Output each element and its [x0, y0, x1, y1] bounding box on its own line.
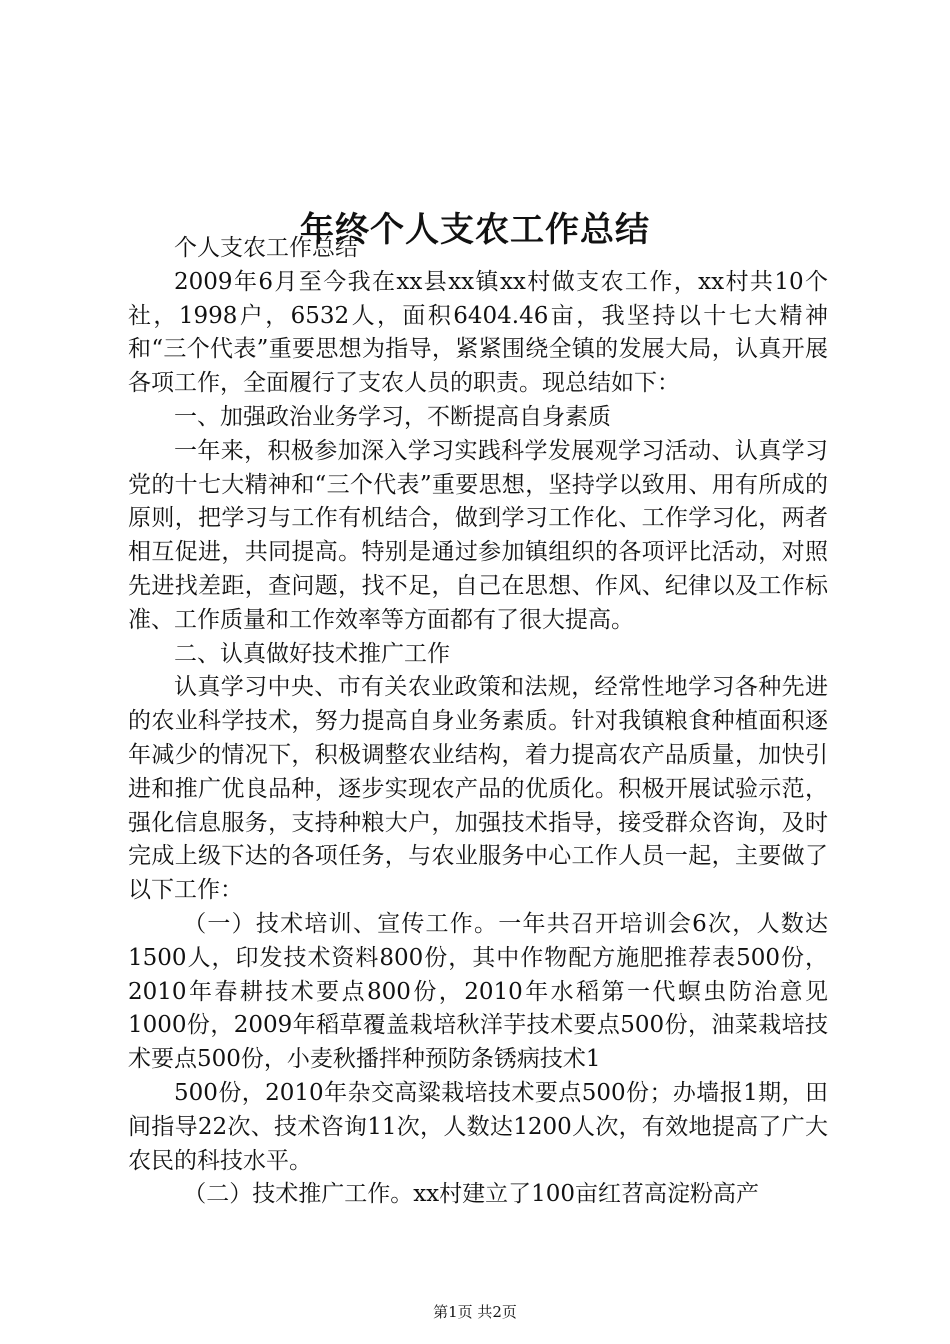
subsection-1-continued-paragraph: 500份，2010年杂交高粱栽培技术要点500份；办墙报1期，田间指导22次、技术咨询11次，人数达1200人次，有效地提高了广大农民的科技水平。	[128, 1079, 828, 1174]
section-heading-1: 一、加强政治业务学习，不断提高自身素质	[174, 403, 611, 430]
intro-paragraph: 2009年6月至今我在xx县xx镇xx村做支农工作，xx村共10个社，1998户，6532人，面积6404.46亩，我坚持以十七大精神和“三个代表”重要思想为指导，紧紧围绕全镇的发展大局，认真开展各项工作，全面履行了支农人员的职责。现总结如下：	[128, 268, 828, 397]
section-heading-2: 二、认真做好技术推广工作	[174, 640, 450, 667]
subsection-1-paragraph: （一）技术培训、宣传工作。一年共召开培训会6次，人数达1500人，印发技术资料800份，其中作物配方施肥推荐表500份，2010年春耕技术要点800份，2010年水稻第一代螟虫防治意见1000份，2009年稻草覆盖栽培秋洋芋技术要点500份，油菜栽培技术要点500份，小麦秋播拌种预防条锈病技术1	[128, 910, 828, 1073]
subsection-2-paragraph: （二）技术推广工作。xx村建立了100亩红苕高淀粉高产	[183, 1181, 760, 1208]
section-2-paragraph: 认真学习中央、市有关农业政策和法规，经常性地学习各种先进的农业科学技术，努力提高自身业务素质。针对我镇粮食种植面积逐年减少的情况下，积极调整农业结构，着力提高农产品质量，加快引进和推广优良品种，逐步实现农产品的优质化。积极开展试验示范，强化信息服务，支持种粮大户，加强技术指导，接受群众咨询，及时完成上级下达的各项任务，与农业服务中心工作人员一起，主要做了以下工作：	[128, 674, 828, 904]
page-footer: 第1页 共2页	[433, 1303, 517, 1321]
subtitle-paragraph: 个人支农工作总结	[174, 235, 358, 261]
document-body	[128, 232, 828, 1212]
document-title: 年终个人支农工作总结	[300, 209, 650, 250]
section-1-paragraph: 一年来，积极参加深入学习实践科学发展观学习活动、认真学习党的十七大精神和“三个代表”重要思想，坚持学以致用、用有所成的原则，把学习与工作有机结合，做到学习工作化、工作学习化，两者相互促进，共同提高。特别是通过参加镇组织的各项评比活动，对照先进找差距，查问题，找不足，自己在思想、作风、纪律以及工作标准、工作质量和工作效率等方面都有了很大提高。	[128, 437, 828, 633]
